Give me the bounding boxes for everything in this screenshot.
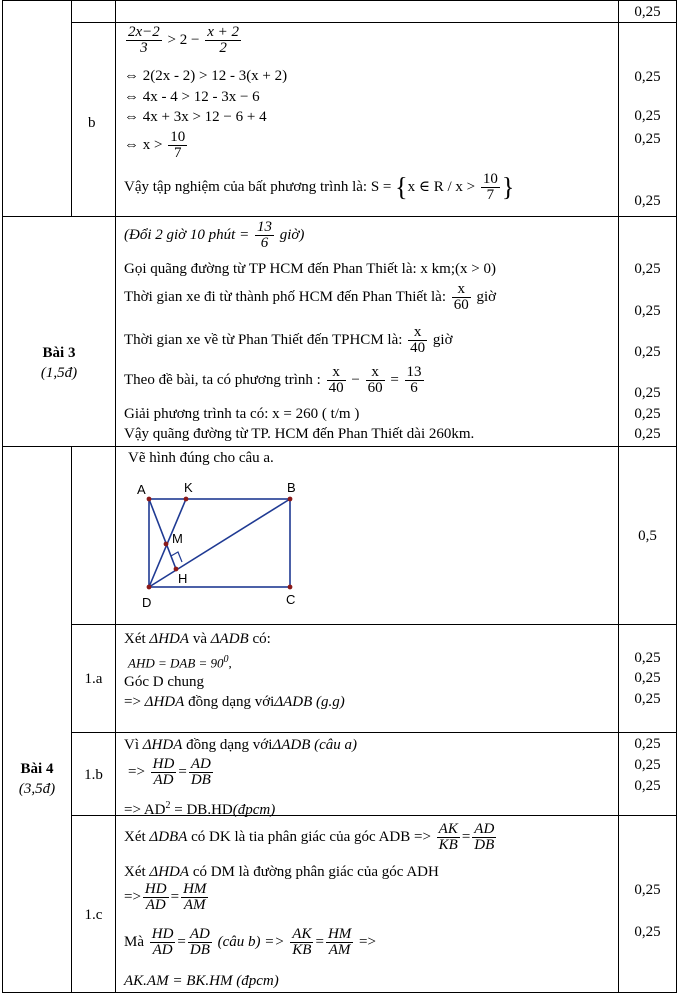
row-line-1 xyxy=(71,22,677,23)
part-c-line2: Xét ΔHDA có DM là đường phân giác của góc ADH xyxy=(124,864,439,880)
col-line-3 xyxy=(618,0,619,993)
ineq-lhs-fraction: $\frac{2x-2}{3}$ xyxy=(128,24,160,56)
bai3-line3: Thời gian xe về từ Phan Thiết đến TPHCM là: $\frac{x}{40}$ giờ xyxy=(124,324,453,356)
label-A: A xyxy=(137,482,146,497)
part-b-fraction-2: $\frac{AD}{DB}$ xyxy=(190,756,211,788)
row-b-step4: ⇔ x > $\frac{10}{7}$ xyxy=(124,129,186,161)
label-H: H xyxy=(178,571,188,586)
bai3-line5: Giải phương trình ta có: x = 260 ( t/m ) xyxy=(124,406,360,422)
bai3-title: Bài 3 xyxy=(42,345,76,361)
row-line-1a-top xyxy=(71,624,677,625)
row-line-bai3-top xyxy=(2,216,677,217)
row-line-bai4-top xyxy=(2,446,677,447)
convert-fraction: $\frac{13}{6}$ xyxy=(256,219,272,251)
line2-fraction: $\frac{x}{60}$ xyxy=(453,281,469,313)
label-D: D xyxy=(142,595,152,610)
row-b-inequality: $\frac{2x-2}{3}$ > 2 − $\frac{x + 2}{2}$ xyxy=(128,24,239,56)
col-line-2 xyxy=(115,0,116,993)
part-b-fraction-1: $\frac{HD}{AD}$ xyxy=(152,756,175,788)
part-a-score-3: 0,25 xyxy=(634,691,661,707)
row-b-step2: ⇔ 4x - 4 > 12 - 3x − 6 xyxy=(124,89,260,105)
part-a-line1: Xét ΔHDA và ΔADB có: xyxy=(124,631,271,647)
bai3-score-4: 0,25 xyxy=(634,385,661,401)
point-D xyxy=(147,585,152,590)
bai3-score-6: 0,25 xyxy=(634,426,661,442)
part-c-fraction-ad-db: $\frac{AD}{DB}$ xyxy=(474,821,495,853)
point-A xyxy=(147,497,152,502)
part-b-label: 1.b xyxy=(84,767,103,783)
part-a-line2: AHD = DAB = $90^0$, xyxy=(128,654,232,671)
part-c-line3: => $\frac{HD}{AD}$ = $\frac{HM}{AM}$ xyxy=(124,881,207,913)
part-a-label: 1.a xyxy=(84,671,103,687)
row1-score: 0,25 xyxy=(634,4,661,20)
bai3-line6: Vậy quãng đường từ TP. HCM đến Phan Thiết dài 260km. xyxy=(124,426,475,442)
part-c-line5: AK.AM = BK.HM (đpcm) xyxy=(124,973,279,989)
border-bottom xyxy=(2,992,677,993)
border-left xyxy=(2,0,3,993)
border-top xyxy=(2,0,677,1)
figure-caption: Vẽ hình đúng cho câu a. xyxy=(128,450,274,466)
bai3-score-1: 0,25 xyxy=(634,261,661,277)
row-b-score-1: 0,25 xyxy=(634,69,661,85)
part-c-fraction-4c: $\frac{AK}{KB}$ xyxy=(292,926,312,958)
geometry-figure xyxy=(130,472,310,612)
bai3-score-2: 0,25 xyxy=(634,303,661,319)
part-a-score-2: 0,25 xyxy=(634,670,661,686)
ineq-rhs-fraction: $\frac{x + 2}{2}$ xyxy=(207,24,239,56)
bai3-points: (1,5đ) xyxy=(40,365,78,381)
step4-fraction: $\frac{10}{7}$ xyxy=(170,129,186,161)
set-fraction: $\frac{10}{7}$ xyxy=(482,171,498,203)
part-c-fraction-hd-ad: $\frac{HD}{AD}$ xyxy=(144,881,167,913)
border-right xyxy=(676,0,677,993)
row-b-score-4: 0,25 xyxy=(634,193,661,209)
part-c-line1: Xét ΔDBA có DK là tia phân giác của góc ADB => $\frac{AK}{KB}$ = $\frac{AD}{DB}$ xyxy=(124,821,495,853)
label-K: K xyxy=(184,480,193,495)
point-C xyxy=(288,585,293,590)
row-b-label: b xyxy=(88,115,96,131)
row-b-step3: ⇔ 4x + 3x > 12 − 6 + 4 xyxy=(124,109,267,125)
diagonal-DB xyxy=(149,499,290,587)
bai4-title: Bài 4 xyxy=(20,761,54,777)
part-b-line3: => $AD^2$ = DB.HD(đpcm) xyxy=(124,800,276,818)
bai3-line1: Gọi quãng đường từ TP HCM đến Phan Thiết là: x km;(x > 0) xyxy=(124,261,496,277)
bai3-score-3: 0,25 xyxy=(634,344,661,360)
part-b-line1: Vì ΔHDA đồng dạng vớiΔADB (câu a) xyxy=(124,737,358,753)
part-c-fraction-4a: $\frac{HD}{AD}$ xyxy=(151,926,174,958)
part-c-score-1: 0,25 xyxy=(634,882,661,898)
label-B: B xyxy=(287,480,296,495)
row-b-score-2: 0,25 xyxy=(634,108,661,124)
label-M: M xyxy=(172,531,183,546)
col-line-1 xyxy=(71,0,72,216)
bai3-score-5: 0,25 xyxy=(634,406,661,422)
row-line-1b-top xyxy=(71,732,677,733)
line4-fraction-2: $\frac{x}{60}$ xyxy=(367,364,383,396)
part-c-fraction-4d: $\frac{HM}{AM}$ xyxy=(327,926,352,958)
part-c-fraction-ak-kb: $\frac{AK}{KB}$ xyxy=(438,821,458,853)
part-b-line2: => $\frac{HD}{AD}$ = $\frac{AD}{DB}$ xyxy=(128,756,211,788)
row-b-conclusion: Vậy tập nghiệm của bất phương trình là: S = {x ∈ R / x > $\frac{10}{7}$ } xyxy=(124,171,515,203)
bai3-convert: (Đổi 2 giờ 10 phút = $\frac{13}{6}$ giờ) xyxy=(124,219,305,251)
figure-score: 0,5 xyxy=(638,528,657,544)
label-C: C xyxy=(286,592,296,607)
bai4-points: (3,5đ) xyxy=(18,781,56,797)
line4-fraction-1: $\frac{x}{40}$ xyxy=(328,364,344,396)
part-c-score-2: 0,25 xyxy=(634,924,661,940)
line4-fraction-3: $\frac{13}{6}$ xyxy=(406,364,422,396)
line3-fraction: $\frac{x}{40}$ xyxy=(410,324,426,356)
row-b-step1: ⇔ 2(2x - 2) > 12 - 3(x + 2) xyxy=(124,68,288,84)
point-M xyxy=(164,542,169,547)
part-b-score-1: 0,25 xyxy=(634,736,661,752)
part-a-score-1: 0,25 xyxy=(634,650,661,666)
point-B xyxy=(288,497,293,502)
part-b-score-3: 0,25 xyxy=(634,778,661,794)
part-c-line4: Mà $\frac{HD}{AD}$ = $\frac{AD}{DB}$ (câu b) => $\frac{AK}{KB}$ = $\frac{HM}{AM}$ => xyxy=(124,926,376,958)
part-a-line3: Góc D chung xyxy=(124,674,204,690)
part-c-label: 1.c xyxy=(84,907,103,923)
part-a-line4: => ΔHDA đồng dạng vớiΔADB (g.g) xyxy=(124,694,345,710)
part-c-fraction-hm-am: $\frac{HM}{AM}$ xyxy=(183,881,207,913)
bai3-line2: Thời gian xe đi từ thành phố HCM đến Phan Thiết là: $\frac{x}{60}$ giờ xyxy=(124,281,497,313)
bai3-line4: Theo đề bài, ta có phương trình : $\frac{x}{40}$ − $\frac{x}{60}$ = $\frac{13}{6}$ xyxy=(124,364,422,396)
point-K xyxy=(184,497,189,502)
row-b-score-3: 0,25 xyxy=(634,131,661,147)
part-c-fraction-4b: $\frac{AD}{DB}$ xyxy=(189,926,210,958)
part-b-score-2: 0,25 xyxy=(634,757,661,773)
